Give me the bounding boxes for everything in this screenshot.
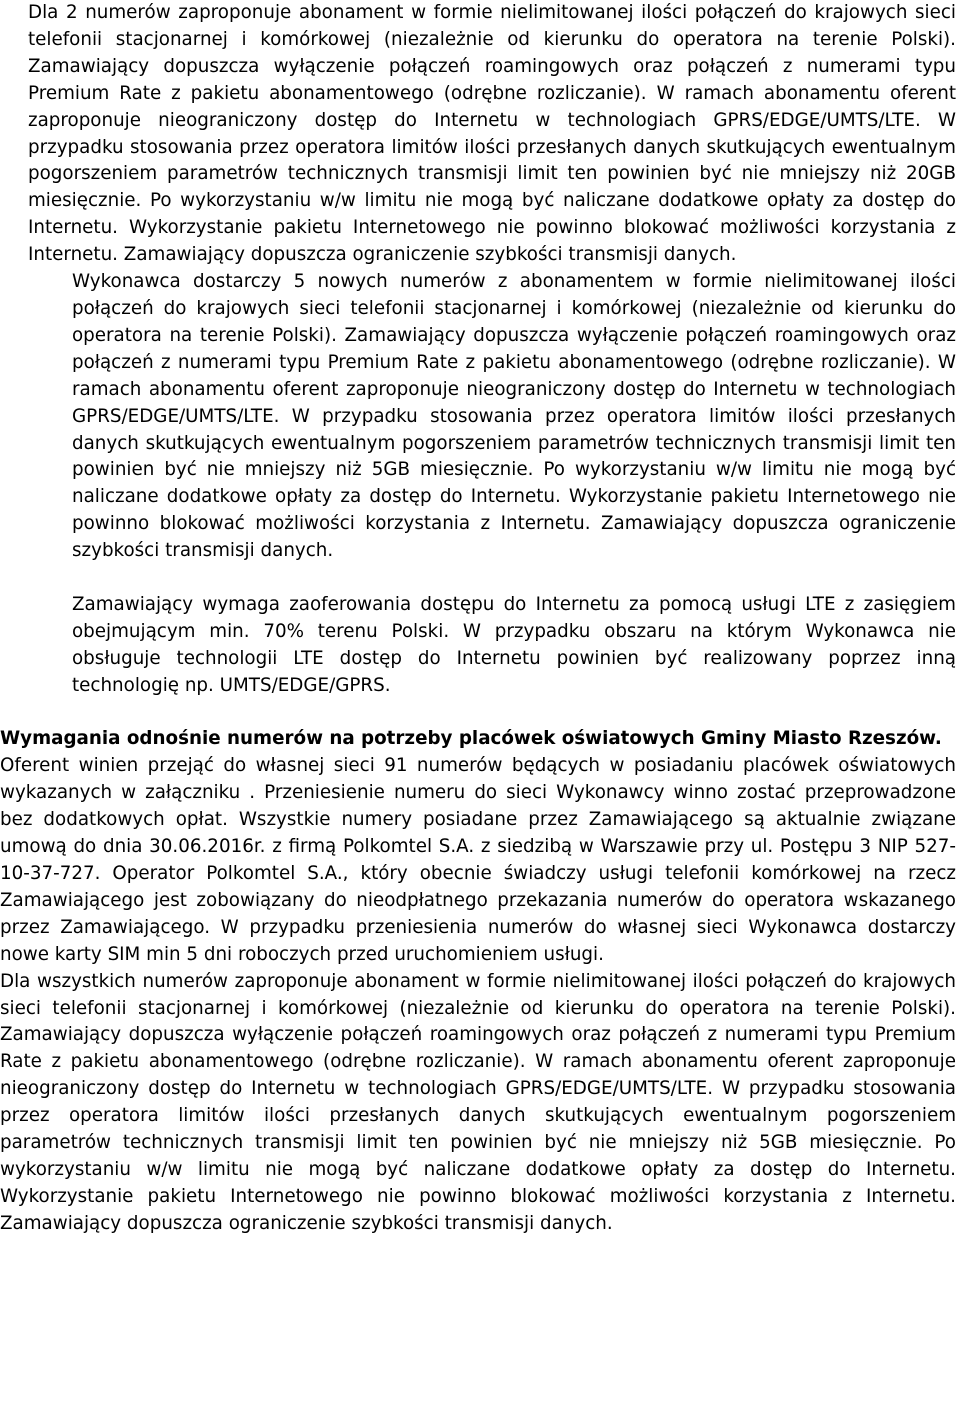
- paragraph-five-new-numbers: Wykonawca dostarczy 5 nowych numerów z abonamentem w formie nielimitowanej ilości połączeń do krajowych sieci telefonii stacjonarnej i komórkowej (niezależnie od kierunku do operatora na terenie Polski). Zamawiający dopuszcza wyłączenie połączeń roamingowych oraz połączeń z numerami typu Premium Rate z pakietu abonamentowego (odrębne rozliczanie). W ramach abonamentu oferent zaproponuje nieograniczony dostęp do Internetu w technologiach GPRS/EDGE/UMTS/LTE. W przypadku stosowania przez operatora limitów ilości przesłanych danych skutkujących ewentualnym pogorszeniem parametrów technicznych transmisji limit ten powinien być nie mniejszy niż 5GB miesięcznie. Po wykorzystaniu w/w limitu nie mogą być naliczane dodatkowe opłaty za dostęp do Internetu. Wykorzystanie pakietu Internetowego nie powinno blokować możliwości korzystania z Internetu. Zamawiający dopuszcza ograniczenie szybkości transmisji danych.: [72, 271, 956, 562]
- section-heading: Wymagania odnośnie numerów na potrzeby placówek oświatowych Gminy Miasto Rzeszów.: [0, 728, 942, 750]
- paragraph-two-numbers-subscription: Dla 2 numerów zaproponuje abonament w formie nielimitowanej ilości połączeń do krajowych sieci telefonii stacjonarnej i komórkowej (niezależnie od kierunku do operatora na terenie Polski). Zamawiający dopuszcza wyłączenie połączeń roamingowych oraz połączeń z numerami typu Premium Rate z pakietu abonamentowego (odrębne rozliczanie). W ramach abonamentu oferent zaproponuje nieograniczony dostęp do Internetu w technologiach GPRS/EDGE/UMTS/LTE. W przypadku stosowania przez operatora limitów ilości przesłanych danych skutkujących ewentualnym pogorszeniem parametrów technicznych transmisji limit ten powinien być nie mniejszy niż 20GB miesięcznie. Po wykorzystaniu w/w limitu nie mogą być naliczane dodatkowe opłaty za dostęp do Internetu. Wykorzystanie pakietu Internetowego nie powinno blokować możliwości korzystania z Internetu. Zamawiający dopuszcza ograniczenie szybkości transmisji danych.: [28, 2, 956, 266]
- paragraph-lte-requirement: Zamawiający wymaga zaoferowania dostępu do Internetu za pomocą usługi LTE z zasięgiem obejmującym min. 70% terenu Polski. W przypadku obszaru na którym Wykonawca nie obsługuje technologii LTE dostęp do Internetu powinien być realizowany poprzez inną technologię np. UMTS/EDGE/GPRS.: [72, 593, 956, 696]
- paragraph-number-porting: Oferent winien przejąć do własnej sieci 91 numerów będących w posiadaniu placówek oświatowych wykazanych w załączniku . Przeniesienie numeru do sieci Wykonawcy winno zostać przeprowadzone bez dodatkowych opłat. Wszystkie numery posiadane przez Zamawiającego są aktualnie związane umową do dnia 30.06.2016r. z firmą Polkomtel S.A. z siedzibą w Warszawie przy ul. Postępu 3 NIP 527-10-37-727. Operator Polkomtel S.A., który obecnie świadczy usługi telefonii komórkowej na rzecz Zamawiającego jest zobowiązany do nieodpłatnego przekazania numerów do operatora wskazanego przez Zamawiającego. W przypadku przeniesienia numerów do własnej sieci Wykonawca dostarczy nowe karty SIM min 5 dni roboczych przed uruchomieniem usługi.: [0, 755, 956, 965]
- paragraph-all-numbers-subscription: Dla wszystkich numerów zaproponuje abonament w formie nielimitowanej ilości połączeń do krajowych sieci telefonii stacjonarnej i komórkowej (niezależnie od kierunku do operatora na terenie Polski). Zamawiający dopuszcza wyłączenie połączeń roamingowych oraz połączeń z numerami typu Premium Rate z pakietu abonamentowego (odrębne rozliczanie). W ramach abonamentu oferent zaproponuje nieograniczony dostęp do Internetu w technologiach GPRS/EDGE/UMTS/LTE. W przypadku stosowania przez operatora limitów ilości przesłanych danych skutkujących ewentualnym pogorszeniem parametrów technicznych transmisji limit ten powinien być nie mniejszy niż 5GB miesięcznie. Po wykorzystaniu w/w limitu nie mogą być naliczane dodatkowe opłaty za dostęp do Internetu. Wykorzystanie pakietu Internetowego nie powinno blokować możliwości korzystania z Internetu. Zamawiający dopuszcza ograniczenie szybkości transmisji danych.: [0, 970, 956, 1234]
